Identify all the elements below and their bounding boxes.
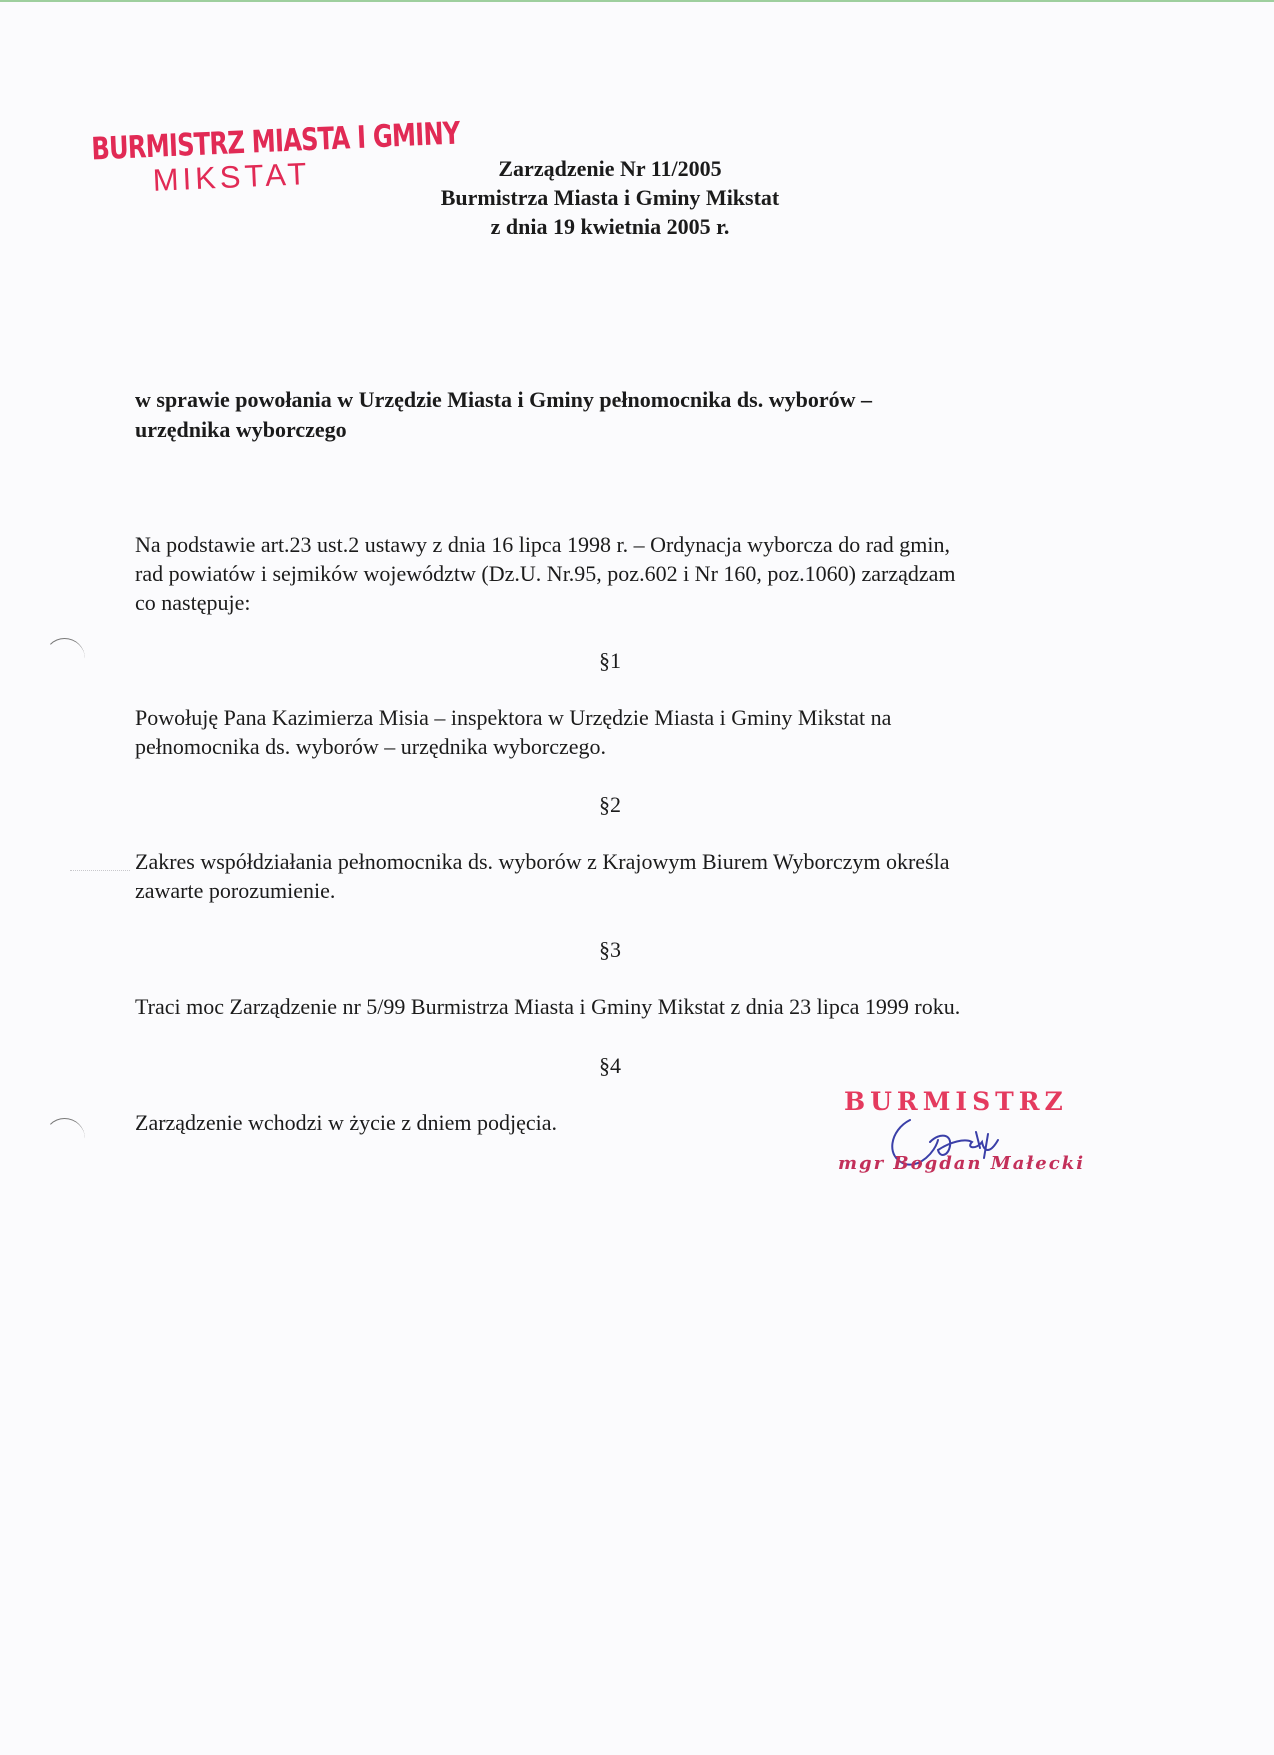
section-4-line-1: Zarządzenie wchodzi w życie z dniem podjęcia. — [135, 1110, 558, 1135]
section-2-text — [135, 847, 1095, 905]
office-stamp — [90, 115, 461, 200]
office-stamp-line2: MIKSTAT — [152, 156, 312, 198]
section-1-number: §1 — [599, 648, 621, 673]
section-1-text — [135, 703, 1095, 761]
section-3-line-1: Traci moc Zarządzenie nr 5/99 Burmistrza Miasta i Gminy Mikstat z dnia 23 lipca 1999 roku. — [135, 994, 961, 1019]
scan-artifact-line — [70, 870, 130, 871]
document-number: Zarządzenie Nr 11/2005 — [498, 156, 722, 181]
section-2-line-2: zawarte porozumienie. — [135, 878, 336, 903]
section-1-line-2: pełnomocnika ds. wyborów – urzędnika wyborczego. — [135, 734, 607, 759]
section-2-line-1: Zakres współdziałania pełnomocnika ds. wyborów z Krajowym Biurem Wyborczym określa — [135, 849, 950, 874]
office-stamp-line1: BURMISTRZ MIASTA I GMINY — [90, 115, 461, 168]
section-3-text — [135, 992, 1095, 1021]
preamble-line-3: co następuje: — [135, 590, 251, 615]
section-2-number: §2 — [599, 792, 621, 817]
document-issuer: Burmistrza Miasta i Gminy Mikstat — [440, 185, 780, 210]
mayor-stamp-name: mgr Bogdan Małecki — [838, 1153, 1086, 1174]
preamble-line-2: rad powiatów i sejmików województw (Dz.U. Nr.95, poz.602 i Nr 160, poz.1060) zarządzam — [135, 561, 956, 586]
section-4-number: §4 — [599, 1053, 621, 1078]
preamble-paragraph — [135, 530, 1095, 617]
subject-line-1: w sprawie powołania w Urzędzie Miasta i Gminy pełnomocnika ds. wyborów – — [135, 387, 872, 412]
section-1-line-1: Powołuję Pana Kazimierza Misia – inspektora w Urzędzie Miasta i Gminy Mikstat na — [135, 705, 892, 730]
subject-line-2: urzędnika wyborczego — [135, 417, 347, 442]
document-subject — [135, 385, 1015, 445]
punch-hole-mark-lower — [44, 1118, 85, 1159]
document-date: z dnia 19 kwietnia 2005 r. — [490, 214, 730, 239]
scan-edge-line — [0, 0, 1274, 2]
preamble-line-1: Na podstawie art.23 ust.2 ustawy z dnia 16 lipca 1998 r. – Ordynacja wyborcza do rad gmin, — [135, 532, 951, 557]
punch-hole-mark-upper — [44, 638, 85, 679]
document-header — [380, 154, 840, 241]
section-3-number: §3 — [599, 937, 621, 962]
mayor-stamp-title: BURMISTRZ — [844, 1087, 1068, 1116]
